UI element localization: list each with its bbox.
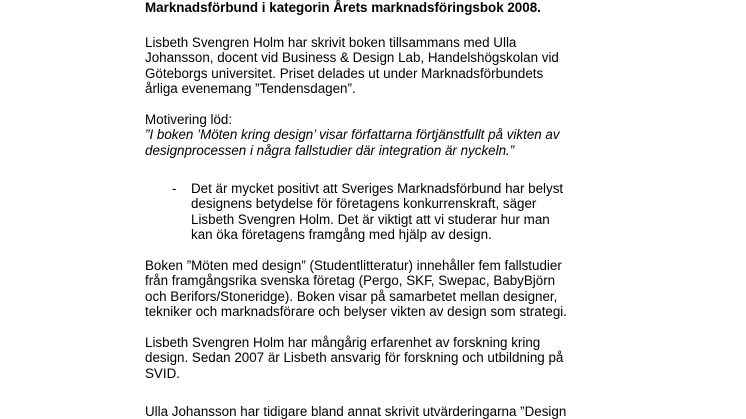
paragraph-line: Ulla Johansson har tidigare bland annat skrivit utvärderingarna ”Design: [145, 404, 567, 419]
motivation-label: Motivering löd:: [145, 112, 233, 127]
motivation-quote-line: designprocessen i några fallstudier där integration är nyckeln.”: [145, 142, 515, 158]
paragraph-line: Lisbeth Svengren Holm har mångårig erfarenhet av forskning kring: [145, 335, 541, 350]
quote-line: Det är mycket positivt att Sveriges Marknadsförbund har belyst: [191, 181, 564, 196]
paragraph-line: Johansson, docent vid Business & Design Lab, Handelshögskolan vid: [145, 50, 559, 66]
paragraph-line: Boken ”Möten med design” (Studentlitteratur) innehåller fem fallstudier: [145, 258, 562, 273]
paragraph-ulla: [145, 404, 745, 419]
motivation-quote-line: ”I boken ’Möten kring design’ visar författarna förtjänstfullt på vikten av: [145, 127, 560, 143]
paragraph-quote: [191, 181, 741, 242]
paragraph-line: SVID.: [145, 365, 180, 381]
quote-line: Lisbeth Svengren Holm. Det är viktigt att vi studerar hur man: [191, 211, 550, 227]
paragraph-motivation: [145, 112, 745, 158]
paragraph-line: tekniker och marknadsförare och belyser vikten av design som strategi.: [145, 303, 568, 319]
paragraph-line: årliga evenemang ”Tendensdagen”.: [145, 80, 356, 96]
paragraph-line: Göteborgs universitet. Priset delades ut under Marknadsförbundets: [145, 65, 544, 81]
paragraph-book: [145, 258, 745, 319]
heading-text: Marknadsförbund i kategorin Årets marknadsföringsbok 2008.: [145, 0, 541, 15]
paragraph-line: från framgångsrika svenska företag (Pergo, SKF, Swepac, BabyBjörn: [145, 273, 556, 289]
quote-dash: -: [172, 181, 177, 196]
paragraph-line: design. Sedan 2007 är Lisbeth ansvarig för forskning och utbildning på: [145, 350, 564, 366]
paragraph-lisbeth: [145, 335, 745, 381]
quote-line: designens betydelse för företagens konkurrenskraft, säger: [191, 196, 537, 212]
quote-line: kan öka företagens framgång med hjälp av design.: [191, 226, 492, 242]
paragraph-line: och Berifors/Stoneridge). Boken visar på samarbetet mellan designer,: [145, 288, 558, 304]
paragraph-line: Lisbeth Svengren Holm har skrivit boken tillsammans med Ulla: [145, 35, 517, 50]
paragraph-award: [145, 35, 745, 96]
heading-line: [145, 0, 745, 15]
